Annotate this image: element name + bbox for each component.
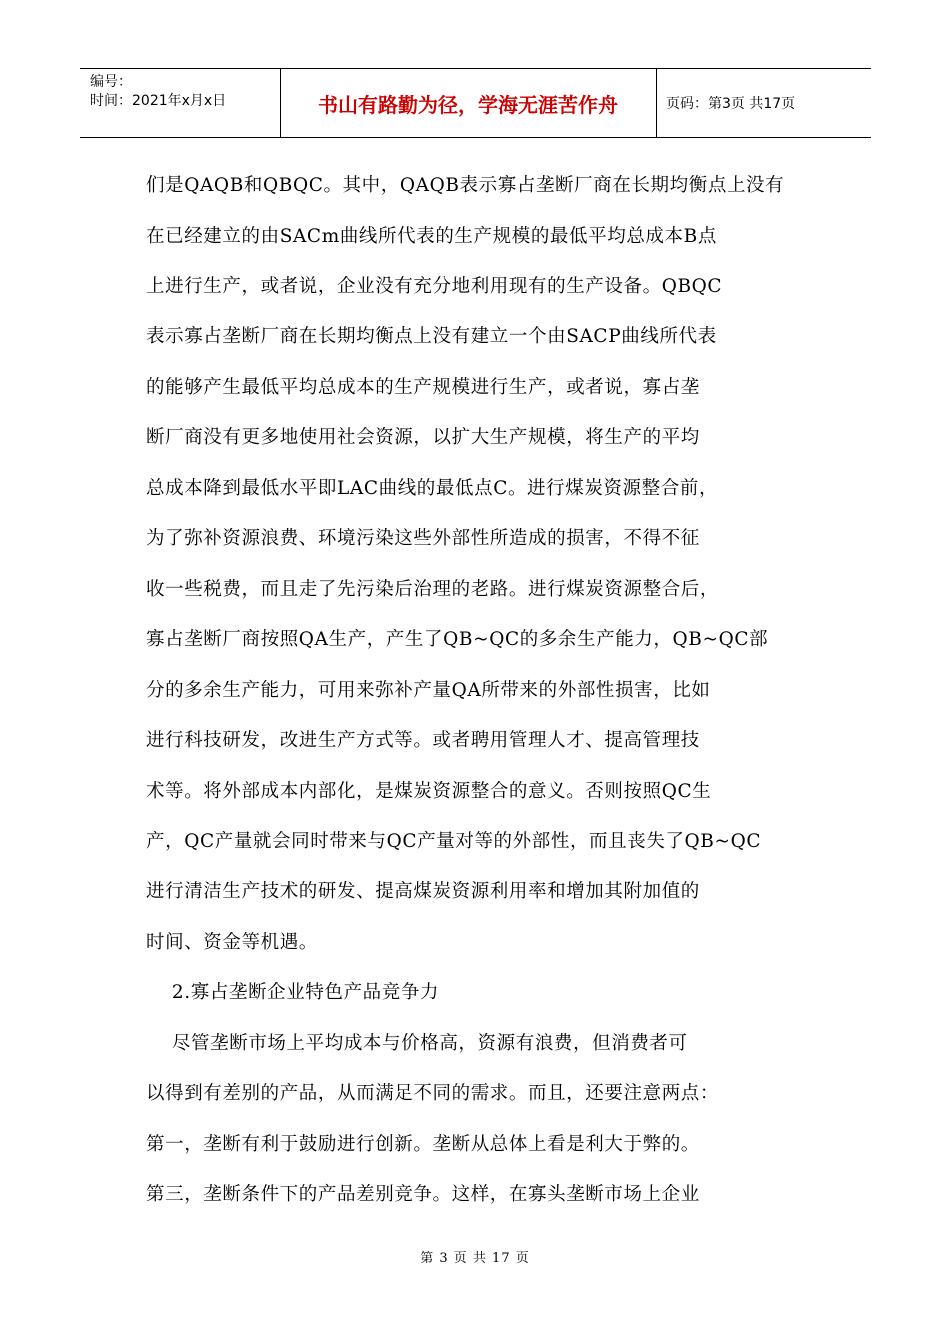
text-line: 产，QC产量就会同时带来与QC产量对等的外部性，而且丧失了QB~QC (146, 831, 762, 852)
text-line: 表示寡占垄断厂商在长期均衡点上没有建立一个由SACP曲线所代表 (146, 326, 717, 347)
serial-label: 编号： (90, 74, 132, 90)
text-line: 总成本降到最低水平即LAC曲线的最低点C。进行煤炭资源整合前， (146, 478, 719, 499)
text-line: 第三，垄断条件下的产品差别竞争。这样，在寡头垄断市场上企业 (146, 1184, 700, 1205)
text-line: 们是QAQB和QBQC。其中，QAQB表示寡占垄断厂商在长期均衡点上没有 (146, 175, 785, 196)
text-line: 第一，垄断有利于鼓励进行创新。垄断从总体上看是利大于弊的。 (146, 1134, 700, 1155)
page-footer: 第 3 页 共 17 页 (420, 1251, 530, 1266)
text-line: 以得到有差别的产品，从而满足不同的需求。而且，还要注意两点： (146, 1083, 720, 1104)
text-line: 寡占垄断厂商按照QA生产，产生了QB~QC的多余生产能力，QB~QC部 (146, 629, 769, 650)
page-info: 页码：第3页 共17页 (666, 96, 796, 112)
text-line: 上进行生产，或者说，企业没有充分地利用现有的生产设备。QBQC (146, 276, 723, 297)
text-line: 在已经建立的由SACm曲线所代表的生产规模的最低平均总成本B点 (146, 226, 717, 247)
text-line: 的能够产生最低平均总成本的生产规模进行生产，或者说，寡占垄 (146, 377, 700, 398)
page-header (80, 68, 871, 138)
motto: 书山有路勤为径，学海无涯苦作舟 (318, 92, 618, 117)
header-divider-right (656, 69, 657, 137)
text-line: 断厂商没有更多地使用社会资源，以扩大生产规模，将生产的平均 (146, 427, 700, 448)
text-line: 为了弥补资源浪费、环境污染这些外部性所造成的损害，不得不征 (146, 528, 700, 549)
text-line: 收一些税费，而且走了先污染后治理的老路。进行煤炭资源整合后， (146, 579, 720, 600)
text-line: 尽管垄断市场上平均成本与价格高，资源有浪费，但消费者可 (146, 1033, 688, 1054)
text-line: 分的多余生产能力，可用来弥补产量QA所带来的外部性损害，比如 (146, 680, 711, 701)
date-label: 时间：2021年x月x日 (90, 93, 227, 109)
text-line: 时间、资金等机遇。 (146, 932, 318, 953)
text-line: 进行科技研发，改进生产方式等。或者聘用管理人才、提高管理技 (146, 730, 700, 751)
section-heading: 2.寡占垄断企业特色产品竞争力 (146, 982, 440, 1003)
text-line: 术等。将外部成本内部化，是煤炭资源整合的意义。否则按照QC生 (146, 781, 712, 802)
text-line: 进行清洁生产技术的研发、提高煤炭资源利用率和增加其附加值的 (146, 881, 700, 902)
